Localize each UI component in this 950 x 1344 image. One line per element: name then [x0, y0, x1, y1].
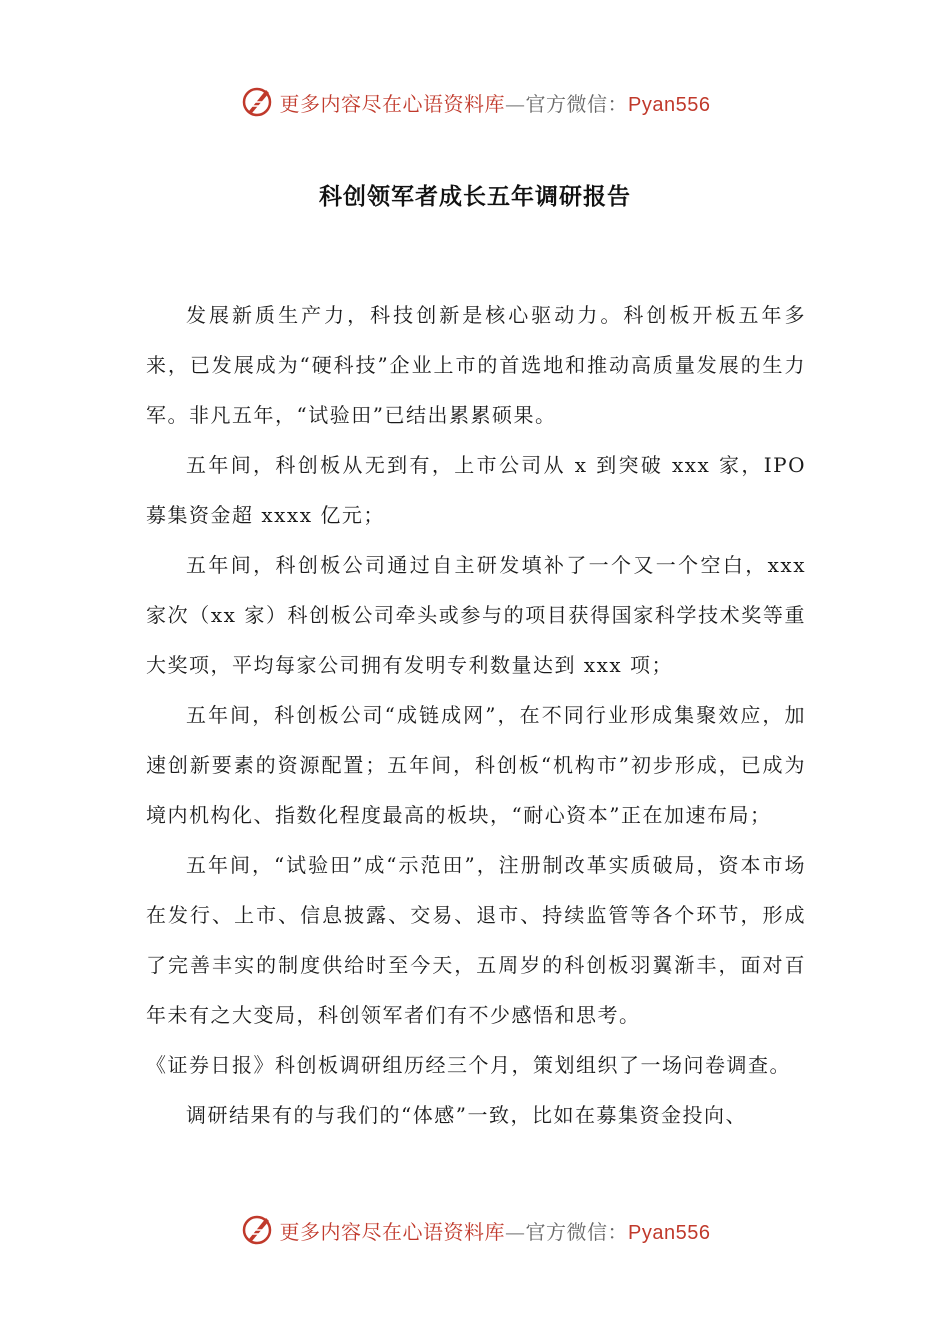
footer-wechat-id: Pyan556 — [628, 1221, 711, 1244]
footer-separator: — — [505, 1219, 526, 1244]
paragraph: 五年间，科创板从无到有，上市公司从 x 到突破 xxx 家，IPO 募集资金超 xxxx 亿元； — [146, 453, 806, 527]
footer-banner — [0, 1210, 950, 1250]
paragraph: 发展新质生产力，科技创新是核心驱动力。科创板开板五年多来，已发展成为“硬科技”企业上市的首选地和推动高质量发展的生力军。非凡五年，“试验田”已结出累累硕果。 — [146, 303, 806, 427]
footer-banner-text — [280, 1216, 711, 1245]
header-banner-text — [280, 88, 711, 117]
paragraph: 调研结果有的与我们的“体感”一致，比如在募集资金投向、 — [186, 1103, 747, 1127]
header-separator: — — [505, 91, 526, 116]
paragraph: 五年间，“试验田”成“示范田”，注册制改革实质破局，资本市场在发行、上市、信息披露、交易、退市、持续监管等各个环节，形成了完善丰实的制度供给时至今天，五周岁的科创板羽翼渐丰，面对百年未有之大变局，科创领军者们有不少感悟和思考。 — [146, 853, 806, 1027]
document-title: 科创领军者成长五年调研报告 — [319, 184, 631, 210]
document-body — [146, 290, 806, 1140]
quill-logo-icon — [240, 84, 276, 120]
header-wechat-id: Pyan556 — [628, 93, 711, 116]
paragraph: 五年间，科创板公司“成链成网”，在不同行业形成集聚效应，加速创新要素的资源配置；五年间，科创板“机构市”初步形成，已成为境内机构化、指数化程度最高的板块，“耐心资本”正在加速布局； — [146, 703, 806, 827]
header-wechat-label: 官方微信： — [525, 91, 629, 116]
paragraph: 《证券日报》科创板调研组历经三个月，策划组织了一场问卷调查。 — [146, 1053, 791, 1077]
footer-wechat-label: 官方微信： — [525, 1219, 629, 1244]
header-brand: 更多内容尽在心语资料库 — [279, 91, 506, 116]
header-banner — [0, 82, 950, 122]
footer-brand: 更多内容尽在心语资料库 — [279, 1219, 506, 1244]
paragraph: 五年间，科创板公司通过自主研发填补了一个又一个空白，xxx 家次（xx 家）科创板公司牵头或参与的项目获得国家科学技术奖等重大奖项，平均每家公司拥有发明专利数量达到 xxx 项； — [146, 553, 806, 677]
quill-logo-icon — [240, 1212, 276, 1248]
